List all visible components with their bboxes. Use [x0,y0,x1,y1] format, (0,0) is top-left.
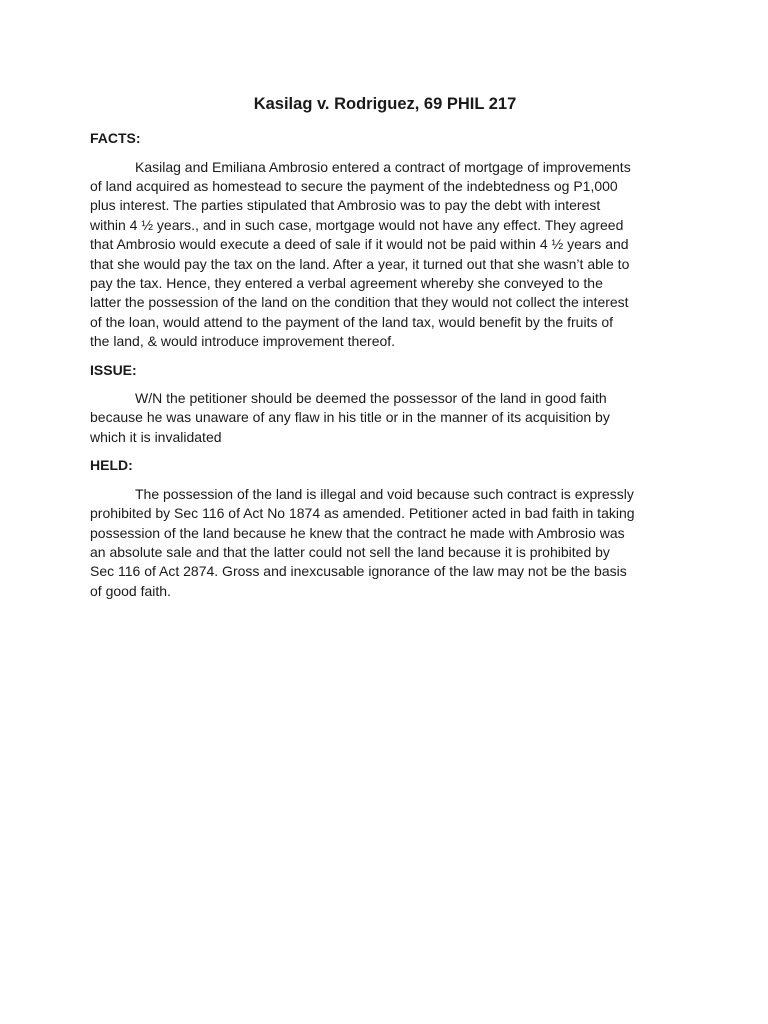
text-line: an absolute sale and that the latter could not sell the land because it is prohibited by [90,544,610,560]
section-body-issue [90,389,680,447]
text-line: Sec 116 of Act 2874. Gross and inexcusable ignorance of the law may not be the basis [90,563,627,580]
text-line: Kasilag and Emiliana Ambrosio entered a contract of mortgage of improvements [135,158,631,175]
section-body-held [90,485,680,601]
text-line: pay the tax. Hence, they entered a verbal agreement whereby she conveyed to the [90,274,603,291]
document-page [90,93,680,610]
text-line: plus interest. The parties stipulated that Ambrosio was to pay the debt with interest [90,197,601,214]
text-line: that she would pay the tax on the land. After a year, it turned out that she wasn’t able to [90,255,630,272]
text-line: of good faith. [90,582,171,599]
text-line: prohibited by Sec 116 of Act No 1874 as amended. Petitioner acted in bad faith in taking [90,505,635,522]
section-body-facts [90,158,680,352]
text-line: possession of the land because he knew that the contract he made with Ambrosio was [90,524,625,541]
section-heading-held: HELD: [90,457,133,474]
section-heading-issue: ISSUE: [90,361,137,378]
text-line: within 4 ½ years., and in such case, mortgage would not have any effect. They agreed [90,216,624,233]
text-line: because he was unaware of any flaw in his title or in the manner of its acquisition by [90,409,610,426]
text-line: The possession of the land is illegal and void because such contract is expressly [135,485,634,502]
text-line: the land, & would introduce improvement thereof. [90,333,396,350]
text-line: which it is invalidated [90,428,222,445]
section-heading-facts: FACTS: [90,130,141,146]
text-line: W/N the petitioner should be deemed the possessor of the land in good faith [135,390,607,407]
text-line: latter the possession of the land on the condition that they would not collect the interest [90,294,629,311]
text-line: of the loan, would attend to the payment of the land tax, would benefit by the fruits of [90,313,614,330]
document-title: Kasilag v. Rodriguez, 69 PHIL 217 [253,95,517,113]
text-line: of land acquired as homestead to secure the payment of the indebtedness og P1,000 [90,177,618,194]
text-line: that Ambrosio would execute a deed of sale if it would not be paid within 4 ½ years and [90,236,629,253]
